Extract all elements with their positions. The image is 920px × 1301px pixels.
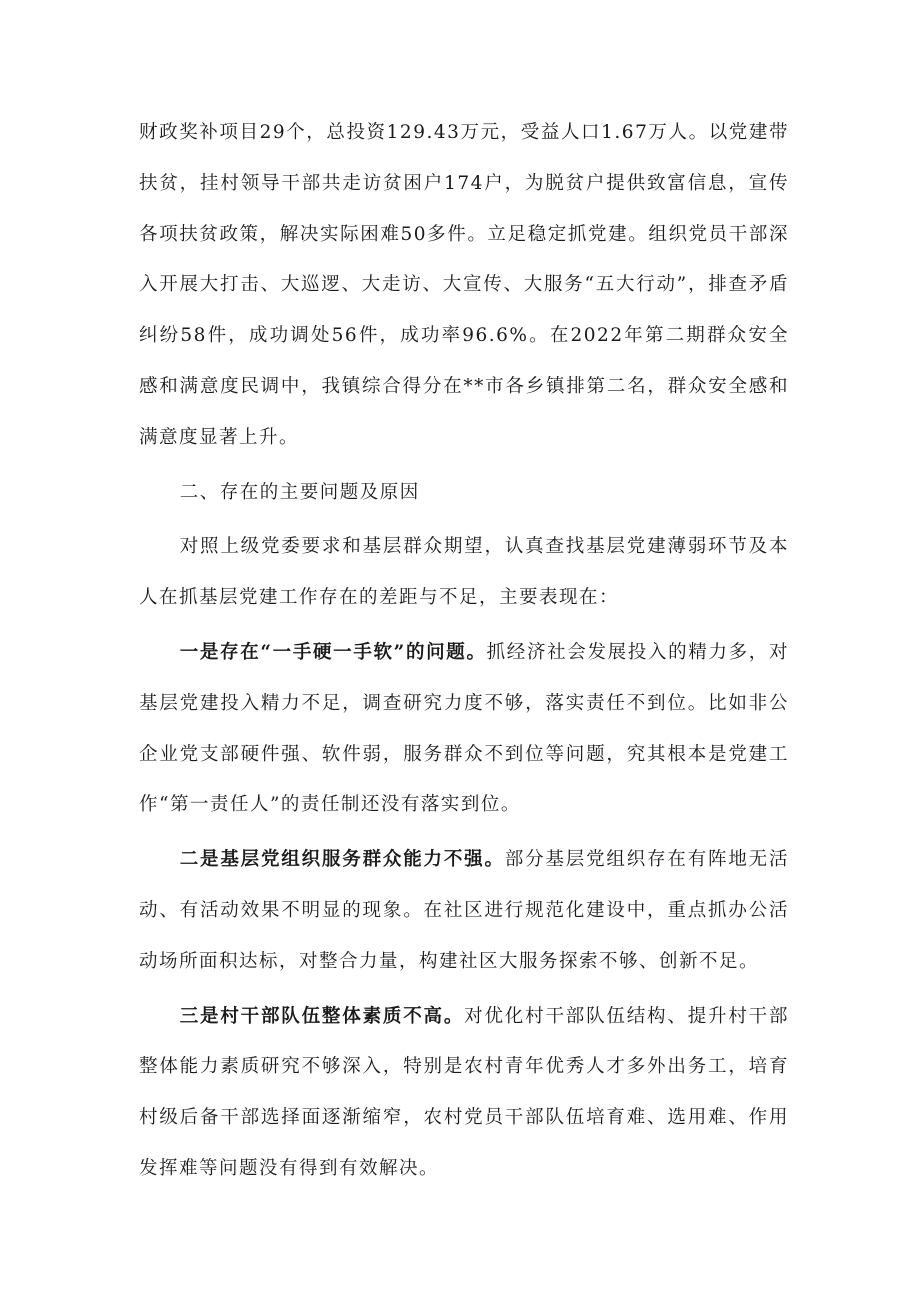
problem-item-1-text: 抓经济社会发展投入的精力多，对基层党建投入精力不足，调查研究力度不够，落实责任不到位。比如非公企业党支部硬件强、软件弱，服务群众不到位等问题，究其根本是党建工作“第一责任人”的责任制还没有落实到位。 — [139, 641, 789, 816]
intro-paragraph: 对照上级党委要求和基层群众期望，认真查找基层党建薄弱环节及本人在抓基层党建工作存在的差距与不足，主要表现在： — [139, 536, 789, 609]
problem-item-2 — [139, 835, 789, 987]
problem-item-2-text: 部分基层党组织存在有阵地无活动、有活动效果不明显的现象。在社区进行规范化建设中，重点抓办公活动场所面积达标，对整合力量，构建社区大服务探索不够、创新不足。 — [139, 849, 789, 972]
problem-item-3 — [139, 992, 789, 1195]
document-body — [139, 108, 789, 1195]
section-heading: 二、存在的主要问题及原因 — [179, 481, 420, 503]
problem-item-1 — [139, 628, 789, 831]
problem-item-3-lead: 三是村干部队伍整体素质不高。 — [179, 1005, 465, 1027]
paragraph-continuation: 财政奖补项目29个，总投资129.43万元，受益人口1.67万人。以党建带扶贫，挂村领导干部共走访贫困户174户，为脱贫户提供致富信息，宣传各项扶贫政策，解决实际困难50多件。立足稳定抓党建。组织党员干部深入开展大打击、大巡逻、大走访、大宣传、大服务“五大行动”，排查矛盾纠纷58件，成功调处56件，成功率96.6%。在2022年第二期群众安全感和满意度民调中，我镇综合得分在**市各乡镇排第二名，群众安全感和满意度显著上升。 — [139, 122, 789, 448]
problem-item-2-lead: 二是基层党组织服务群众能力不强。 — [179, 849, 505, 871]
problem-item-1-lead: 一是存在“一手硬一手软”的问题。 — [179, 641, 487, 663]
problem-item-3-text: 对优化村干部队伍结构、提升村干部整体能力素质研究不够深入，特别是农村青年优秀人才多外出务工，培育村级后备干部选择面逐渐缩窄，农村党员干部队伍培育难、选用难、作用发挥难等问题没有得到有效解决。 — [139, 1005, 789, 1179]
